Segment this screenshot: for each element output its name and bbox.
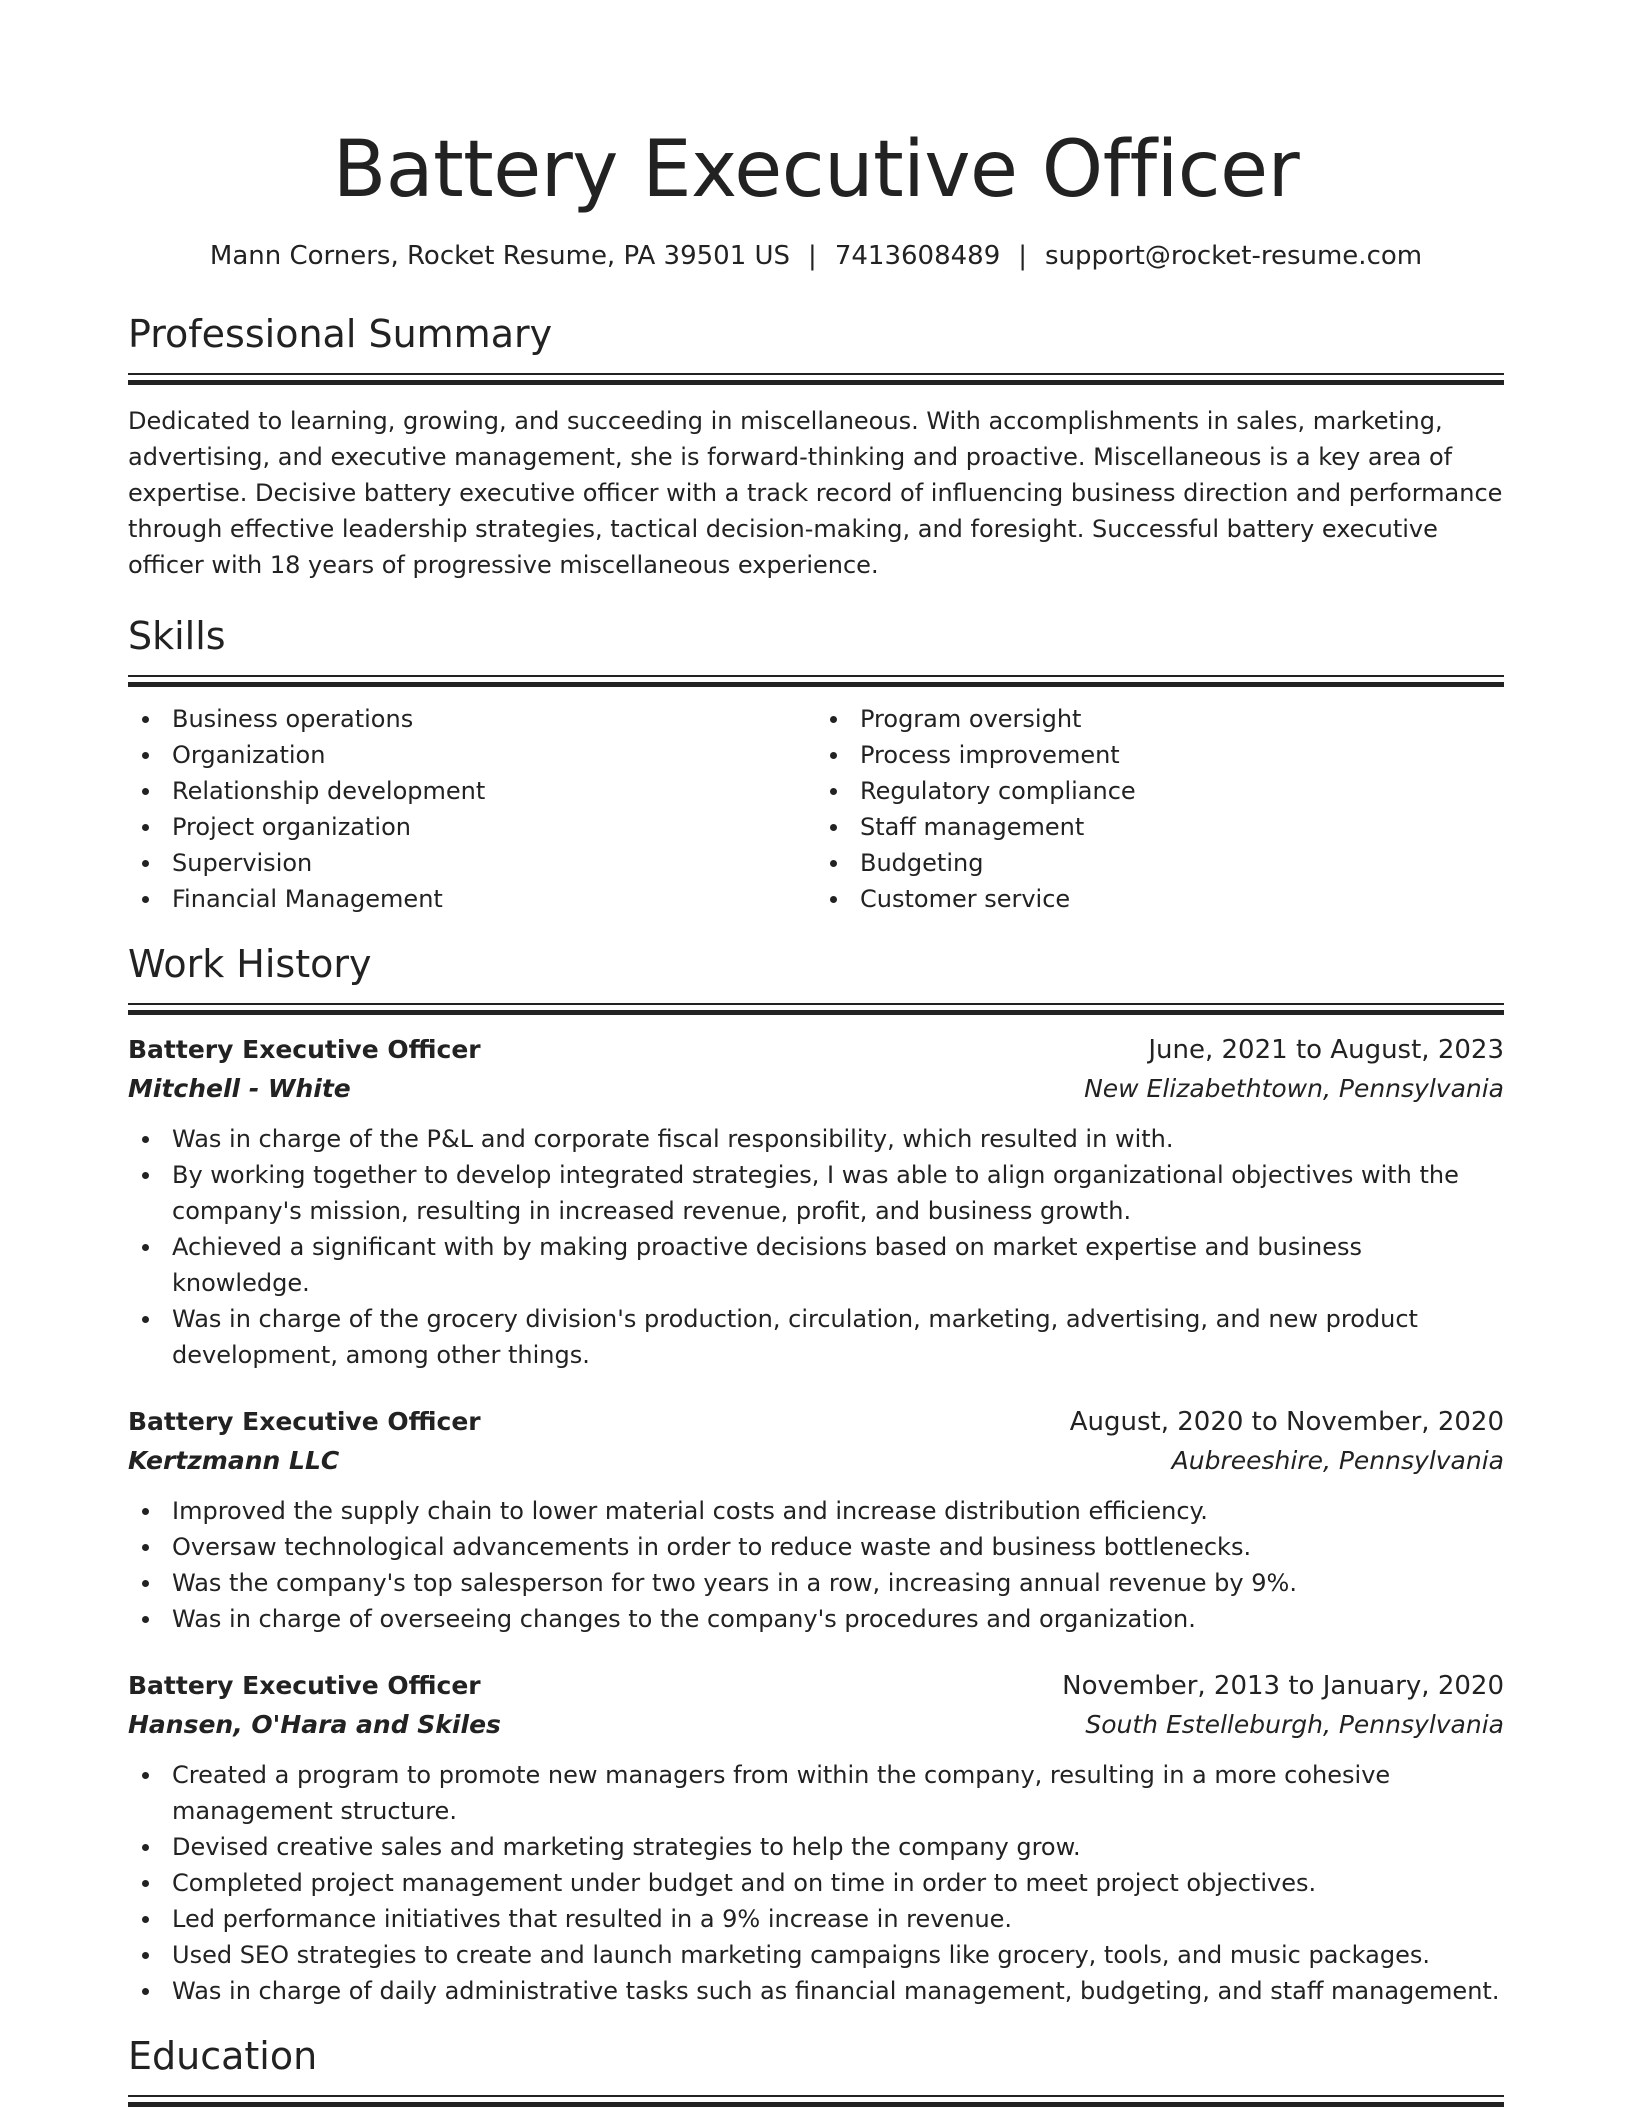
job-title: Battery Executive Officer	[128, 1035, 481, 1064]
job-bullet: By working together to develop integrated strategies, I was able to align organizational objectives with the company's mission, resulting in increased revenue, profit, and business growth.	[128, 1157, 1504, 1229]
job-bullet: Devised creative sales and marketing strategies to help the company grow.	[128, 1829, 1504, 1865]
job-location: Aubreeshire, Pennsylvania	[1171, 1446, 1504, 1475]
job-bullet: Was in charge of the grocery division's production, circulation, marketing, advertising, and new product development, among other things.	[128, 1301, 1504, 1373]
job-bullet: Created a program to promote new managers from within the company, resulting in a more cohesive management structure.	[128, 1757, 1504, 1829]
job-title: Battery Executive Officer	[128, 1671, 481, 1700]
job-bullet: Achieved a significant with by making proactive decisions based on market expertise and business knowledge.	[128, 1229, 1504, 1301]
job-bullet: Completed project management under budget and on time in order to meet project objectives.	[128, 1865, 1504, 1901]
skill-item: Organization	[128, 737, 816, 773]
job-bullet: Was in charge of overseeing changes to the company's procedures and organization.	[128, 1601, 1504, 1637]
job-bullet: Improved the supply chain to lower material costs and increase distribution efficiency.	[128, 1493, 1504, 1529]
section-title-skills: Skills	[128, 614, 226, 658]
skill-item: Budgeting	[816, 845, 1504, 881]
section-title-work-history: Work History	[128, 942, 372, 986]
section-divider	[128, 373, 1504, 383]
job-company: Kertzmann LLC	[128, 1446, 340, 1475]
job-dates: November, 2013 to January, 2020	[1062, 1671, 1504, 1701]
job-bullet: Was in charge of the P&L and corporate fiscal responsibility, which resulted in with.	[128, 1121, 1504, 1157]
skill-item: Customer service	[816, 881, 1504, 917]
skill-item: Regulatory compliance	[816, 773, 1504, 809]
resume-page	[128, 0, 1504, 2105]
section-title-education: Education	[128, 2034, 318, 2078]
section-divider	[128, 675, 1504, 685]
summary-text: Dedicated to learning, growing, and succeeding in miscellaneous. With accomplishments in sales, marketing, advertising, and executive management, she is forward-thinking and proactive. Miscellaneous is a key area of expertise. Decisive battery executive officer with a track record of influencing business direction and performance through effective leadership strategies, tactical decision-making, and foresight. Successful battery executive officer with 18 years of progressive miscellaneous experience.	[128, 407, 1503, 579]
contact-line	[128, 238, 1504, 274]
resume-name: Battery Executive Officer	[332, 125, 1300, 215]
job-bullet: Used SEO strategies to create and launch marketing campaigns like grocery, tools, and music packages.	[128, 1937, 1504, 1973]
contact-separator: |	[1018, 241, 1027, 271]
skill-item: Financial Management	[128, 881, 816, 917]
skill-item: Relationship development	[128, 773, 816, 809]
job-bullets	[128, 1493, 1504, 1637]
summary-section	[128, 309, 1504, 583]
job-title: Battery Executive Officer	[128, 1407, 481, 1436]
work-history-section	[128, 939, 1504, 2009]
skills-column-right	[816, 701, 1504, 917]
contact-address: Mann Corners, Rocket Resume, PA 39501 US	[209, 241, 791, 271]
job-dates: August, 2020 to November, 2020	[1069, 1407, 1504, 1437]
skill-item: Business operations	[128, 701, 816, 737]
skill-item: Supervision	[128, 845, 816, 881]
skills-list	[128, 701, 1504, 917]
job-bullet: Was in charge of daily administrative tasks such as financial management, budgeting, and staff management.	[128, 1973, 1504, 2009]
job-company: Hansen, O'Hara and Skiles	[128, 1710, 501, 1739]
contact-separator: |	[808, 241, 817, 271]
job-location: New Elizabethtown, Pennsylvania	[1084, 1074, 1504, 1103]
job-bullets	[128, 1121, 1504, 1373]
job-company: Mitchell - White	[128, 1074, 351, 1103]
skills-section	[128, 611, 1504, 917]
skill-item: Program oversight	[816, 701, 1504, 737]
job-entry	[128, 1403, 1504, 1637]
job-bullet: Was the company's top salesperson for two years in a row, increasing annual revenue by 9%.	[128, 1565, 1504, 1601]
education-section	[128, 2031, 1504, 2105]
job-entry	[128, 1667, 1504, 2009]
section-title-summary: Professional Summary	[128, 312, 553, 356]
job-bullet: Oversaw technological advancements in order to reduce waste and business bottlenecks.	[128, 1529, 1504, 1565]
skill-item: Staff management	[816, 809, 1504, 845]
section-divider	[128, 2095, 1504, 2105]
job-bullets	[128, 1757, 1504, 2009]
job-bullet: Led performance initiatives that resulted in a 9% increase in revenue.	[128, 1901, 1504, 1937]
contact-phone: 7413608489	[834, 241, 1001, 271]
skill-item: Process improvement	[816, 737, 1504, 773]
section-divider	[128, 1003, 1504, 1013]
job-location: South Estelleburgh, Pennsylvania	[1085, 1710, 1504, 1739]
job-dates: June, 2021 to August, 2023	[1148, 1035, 1504, 1065]
contact-email: support@rocket-resume.com	[1045, 241, 1423, 271]
skills-column-left	[128, 701, 816, 917]
job-entry	[128, 1031, 1504, 1373]
skill-item: Project organization	[128, 809, 816, 845]
